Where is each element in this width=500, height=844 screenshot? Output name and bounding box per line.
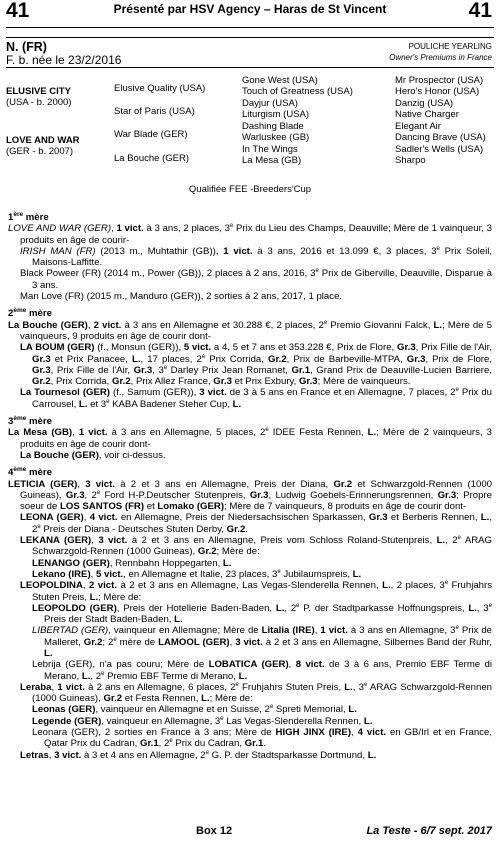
family-paragraph: Legende (GER), vainqueur en Allemagne, 3e Las Vegas-Slenderella Rennen, L. [32, 715, 373, 727]
horse-name: N. (FR) [6, 40, 47, 54]
ped-g4: Danzig (USA) [395, 98, 454, 109]
ped-g3: Gone West (USA) [242, 75, 318, 86]
ped-g3: Dashing Blade [242, 121, 304, 132]
family-paragraph: La Tournesol (GER) (f., Samum (GER)), 3 vict. de 3 à 5 ans en France et en Allemagne, 7 places, 2e Prix du Carrousel, L. et 3e KABA Badener Steher Cup, L. [20, 387, 492, 410]
dam-info: (GER - b. 2007) [6, 146, 74, 157]
family-paragraph: Leonara (GER), 2 sorties en France à 3 ans; Mère de HIGH JINX (IRE), 4 vict. en GB/Irl et en France, Qatar Prix du Cadran, Gr.1, 2e Prix du Cadran, Gr.1. [32, 727, 492, 750]
section-heading: 2ème mère [8, 307, 52, 320]
family-paragraph: LETICIA (GER), 3 vict. à 2 et 3 ans en Allemagne, Preis der Diana, Gr.2 et Schwarzgold-Rennen (1000 Guineas), Gr.3, 2e Ford H-P.Deutscher Stutenpreis, Gr.3, Ludwig Goebels-Erinnerungsrennen, Gr.3; Propre soeur de LOS SANTOS (FR) et Lomako (GER); Mère de 7 vainqueurs, 8 produits en âge de courir dont- [8, 478, 493, 513]
page-footer [0, 826, 500, 840]
family-notes [8, 206, 492, 761]
qualification-line: Qualifiée FEE -Breeders'Cup [188, 184, 312, 195]
section-heading: 4ème mère [8, 466, 52, 479]
ped-g4: Mr Prospector (USA) [395, 75, 484, 86]
ped-g3: Dayjur (USA) [242, 98, 298, 109]
ped-g4: Elegant Air [395, 121, 441, 132]
ped-g3: La Mesa (GB) [242, 155, 302, 166]
sire-name: ELUSIVE CITY [6, 86, 71, 97]
family-paragraph: LEKANA (GER), 3 vict. à 2 et 3 ans en Allemagne, Preis vom Schloss Roland-Stutenpreis, L., 2e ARAG Schwarzgold-Rennen (1000 Guineas), Gr.2; Mère de: [20, 534, 493, 558]
sire-info: (USA - b. 2000) [6, 97, 72, 108]
family-paragraph: LEONA (GER), 4 vict. en Allemagne, Preis der Niedersachsischen Sparkassen, Gr.3 et Berberis Rennen, L., 2e Preis der Diana - Deutsches Stuten Derby, Gr.2. [20, 512, 492, 535]
section-heading: 3ème mère [8, 414, 52, 428]
premium-note: Owner's Premiums in France [389, 53, 492, 62]
family-paragraph: LEOPOLDINA, 2 vict. à 2 et 3 ans en Allemagne, Las Vegas-Slenderella Rennen, L., 2 places, 3e Fruhjahrs Stuten Preis, L.; Mère de: [20, 580, 492, 603]
ped-g4: Sharpo [395, 155, 426, 166]
ped-g4: Dancing Brave (USA) [395, 132, 486, 143]
header-rule [6, 27, 494, 28]
ped-g2: Elusive Quality (USA) [114, 83, 206, 94]
ped-g3: In The Wings [242, 144, 298, 155]
family-paragraph: Leraba, 1 vict. à 2 ans en Allemagne, 6 places, 2e Fruhjahrs Stuten Preis, L., 3e ARAG Schwarzgold-Rennen (1000 Guineas), Gr.2 et Festa Rennen, L.; Mère de: [20, 681, 492, 705]
horse-birth: F. b. née le 23/2/2016 [6, 53, 122, 67]
ped-g2: War Blade (GER) [114, 129, 188, 140]
family-paragraph: IRISH MAN (FR) (2013 m., Muhtathir (GB)), 1 vict. à 3 ans, 2016 et 13.099 €, 3 places, 3e Prix Soleil, Maisons-Laffitte. [20, 245, 493, 269]
ped-g2: La Bouche (GER) [114, 153, 189, 164]
page-header [0, 0, 500, 26]
family-paragraph: LENANGO (GER), Rennbahn Hoppegarten, L. [32, 557, 232, 569]
family-paragraph: Black Poweer (FR) (2014 m., Power (GB)), 2 places à 2 ans, 2016, 3e Prix de Giberville, Deauville, Disparue à 3 ans. [20, 268, 492, 291]
pedigree-rule [6, 67, 494, 68]
lot-number-right: 41 [468, 0, 492, 22]
presenter-line: Présenté par HSV Agency – Haras de St Vincent [113, 2, 387, 16]
family-paragraph: LEOPOLDO (GER), Preis der Hotellerie Baden-Baden, L., 2e P. der Stadtparkasse Hoffnungspreis, L., 3e Preis der Stadt Baden-Baden, L. [32, 602, 492, 626]
family-paragraph: Lekano (IRE), 5 vict., en Allemagne et Italie, 23 places, 3e Jubilaumspreis, L. [32, 568, 362, 580]
ped-g4: Sadler's Wells (USA) [395, 144, 484, 155]
horse-category: POULICHE YEARLING [408, 42, 492, 51]
family-paragraph: Man Love (FR) (2015 m., Manduro (GER)), 2 sorties à 2 ans, 2017, 1 place. [20, 291, 343, 303]
header-rule-2 [6, 37, 494, 38]
dam-name: LOVE AND WAR [6, 135, 80, 146]
family-paragraph: LA BOUM (GER) (f., Monsun (GER)), 5 vict. a 4, 5 et 7 ans et 353.228 €, Prix de Flore, Gr.3, Prix Fille de l'Air, Gr.3 et Prix Panacee, L., 17 places, 2e Prix Corrida, Gr.2, Prix de Barbeville-MTPA, Gr.3, Prix de Flore, Gr.3, Prix Fille de l'Air, Gr.3, 3e Darley Prix Jean Romanet, Gr.1, Grand Prix de Deauville-Lucien Barriere, Gr.2, Prix Corrida, Gr.2, Prix Allez France, Gr.3 et Prix Exbury, Gr.3; Mère de vainqueurs. [20, 342, 492, 388]
lot-number-left: 41 [6, 0, 30, 22]
ped-g3: Touch of Greatness (USA) [242, 86, 353, 97]
family-paragraph: Letras, 3 vict. à 3 et 4 ans en Allemagne, 2e G. P. der Stadtsparkasse Dortmund, L. [20, 749, 377, 761]
family-paragraph: La Bouche (GER), voir ci-dessus. [20, 449, 166, 461]
ped-g2: Star of Paris (USA) [114, 106, 195, 117]
sale-venue-date: La Teste - 6/7 sept. 2017 [366, 825, 492, 837]
family-paragraph: La Bouche (GER), 2 vict. à 3 ans en Allemagne et 30.288 €, 2 places, 2e Premio Giovanni Falck, L.; Mère de 5 vainqueurs, 9 produits en âge de courir dont- [8, 319, 492, 342]
ped-g4: Native Charger [395, 109, 459, 120]
family-paragraph: LIBERTAD (GER), vainqueur en Allemagne; Mère de Litalia (IRE), 1 vict. à 3 ans en Allemagne, 3e Prix de Malleret, Gr.2; 2e mère de LAMOOL (GER), 3 vict. à 2 et 3 ans en Allemagne, Silbernes Band der Ruhr, L. [32, 625, 493, 659]
family-paragraph: LOVE AND WAR (GER), 1 vict. à 3 ans, 2 places, 3e Prix du Lieu des Champs, Deauville; Mère de 1 vainqueur, 3 produits en âge de courir- [8, 223, 492, 246]
ped-g4: Hero's Honor (USA) [395, 86, 480, 97]
section-heading: 1ère mère [8, 210, 49, 223]
box-number: Box 12 [196, 825, 233, 837]
pedigree-table [0, 74, 500, 182]
ped-g3: Warluskee (GB) [242, 132, 310, 143]
family-paragraph: Lebrija (GER), n'a pas couru; Mère de LOBATICA (GER), 8 vict. de 3 à 6 ans, Premio EBF Terme di Merano, L., 2e Premio EBF Terme di Merano, L. [32, 659, 493, 682]
family-paragraph: La Mesa (GB), 1 vict. à 3 ans en Allemagne, 5 places, 2e IDEE Festa Rennen, L.; Mère de 2 vainqueurs, 3 produits en âge de courir dont- [8, 427, 492, 450]
ped-g3: Liturgism (USA) [242, 109, 310, 120]
family-paragraph: Leonas (GER), vainqueur en Allemagne et en Suisse, 2e Spreti Memorial, L. [32, 704, 357, 716]
